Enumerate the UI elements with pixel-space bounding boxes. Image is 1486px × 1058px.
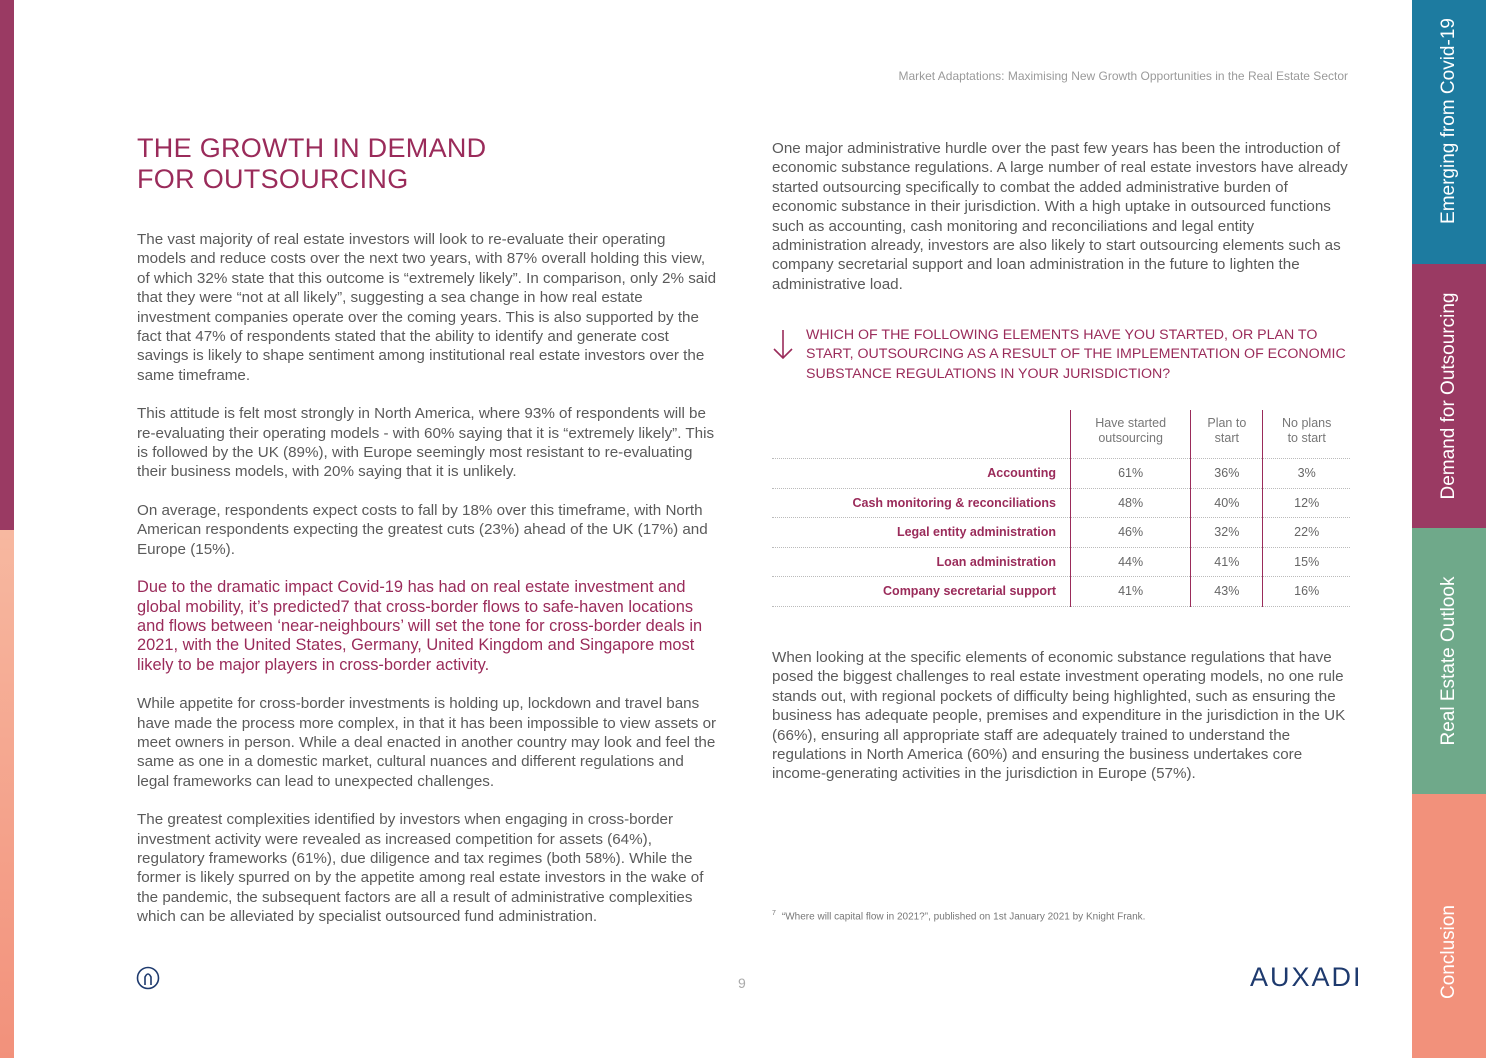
footnote-number: 7 [772,910,776,917]
row-label: Loan administration [772,547,1071,577]
left-paragraph-4: While appetite for cross-border investments is holding up, lockdown and travel bans have made the process more complex, in that it has been impossible to view assets or meet owners in person. While a deal enacted in another country may look and feel the same as one in a domestic market, cultural nuances and different regulations and legal frameworks can lead to unexpected challenges. [137,695,717,790]
tab-emerging-from-covid[interactable] [1412,0,1486,264]
table-cell: 15% [1263,547,1350,577]
tab-real-estate-outlook[interactable] [1412,528,1486,794]
row-label: Cash monitoring & reconciliations [772,488,1071,518]
footnote [772,910,1145,922]
column-header: No plans to start [1263,410,1350,459]
table-header-row [772,410,1350,459]
running-header: Market Adaptations: Maximising New Growth Opportunities in the Real Estate Sector [898,69,1348,83]
highlight-paragraph: Due to the dramatic impact Covid-19 has had on real estate investment and global mobility, it’s predicted7 that cross-border flows to safe-haven locations and flows between ‘near-neighbours’ will set the tone for cross-border deals in 2021, with the United States, Germany, United Kingdom and Singapore most likely to be major players in cross-border activity. [137,578,703,674]
table-cell: 44% [1071,547,1191,577]
outsourcing-table [772,410,1350,607]
left-accent-strip-top [0,0,14,530]
table-cell: 41% [1191,547,1263,577]
table-cell: 3% [1263,459,1350,489]
row-label: Company secretarial support [772,577,1071,607]
footnote-text: “Where will capital flow in 2021?”, published on 1st January 2021 by Knight Frank. [781,911,1146,923]
left-accent-strip-bottom [0,530,14,1058]
left-paragraph-1: The vast majority of real estate investors will look to re-evaluate their operating models and reduce costs over the next two years, with 87% overall holding this view, of which 32% state that this outcome is “extremely likely”. In comparison, only 2% said that they were “not at all likely”, suggesting a sea change in how real estate investment companies operate over the coming years. This is also supported by the fact that 47% of respondents stated that the ability to identify and generate cost savings is likely to shape sentiment among institutional real estate investors over the same timeframe. [137,231,717,384]
survey-question-text: WHICH OF THE FOLLOWING ELEMENTS HAVE YOU STARTED, OR PLAN TO START, OUTSOURCING AS A RESULT OF THE IMPLEMENTATION OF ECONOMIC SUBSTANCE REGULATIONS IN YOUR JURISDICTION? [806,327,1346,382]
auxadi-emblem-icon [136,966,160,990]
table-corner [772,410,1071,459]
tab-label: Emerging from Covid-19 [1438,18,1459,225]
arrow-down-icon [772,328,794,362]
table-cell: 61% [1071,459,1191,489]
table-row [772,488,1350,518]
page-number: 9 [738,975,746,991]
table-row [772,547,1350,577]
table-cell: 41% [1071,577,1191,607]
table-row [772,459,1350,489]
table-row [772,577,1350,607]
table-row [772,518,1350,548]
survey-question [772,326,1352,384]
table-cell: 32% [1191,518,1263,548]
left-paragraph-5: The greatest complexities identified by investors when engaging in cross-border investment activity were revealed as increased competition for assets (64%), regulatory frameworks (61%), due diligence and tax regimes (both 58%). While the former is likely spurred on by the appetite among real estate investors in the wake of the pandemic, the subsequent factors are all a result of administrative complexities which can be alleviated by specialist outsourced fund administration. [137,811,704,926]
right-paragraph-2: When looking at the specific elements of economic substance regulations that have posed the biggest challenges to real estate investment operating models, no one rule stands out, with regional pockets of difficulty being highlighted, such as ensuring the business has adequate people, premises and expenditure in the jurisdiction in the UK (66%), ensuring all appropriate staff are adequately trained to understand the regulations in North America (60%) and ensuring the business undertakes core income-generating activities in the jurisdiction in Europe (57%). [772,649,1346,783]
tab-label: Real Estate Outlook [1438,576,1459,746]
column-header: Plan to start [1191,410,1263,459]
row-label: Legal entity administration [772,518,1071,548]
row-label: Accounting [772,459,1071,489]
table-cell: 46% [1071,518,1191,548]
tab-demand-for-outsourcing[interactable] [1412,264,1486,528]
right-column-intro [772,139,1352,294]
left-column [137,230,717,946]
table-cell: 36% [1191,459,1263,489]
right-paragraph-1: One major administrative hurdle over the past few years has been the introduction of economic substance regulations. A large number of real estate investors have already started outsourcing specifically to combat the added administrative burden of economic substance in their jurisdiction. With a high uptake in outsourced functions such as accounting, cash monitoring and reconciliations and legal entity administration already, investors are also likely to start outsourcing elements such as company secretarial support and loan administration in the future to lighten the administrative load. [772,140,1348,293]
page-title [137,133,487,195]
tab-label: Conclusion [1438,905,1459,1000]
table-cell: 12% [1263,488,1350,518]
page-title-line2: FOR OUTSOURCING [137,164,409,194]
table-cell: 22% [1263,518,1350,548]
table-cell: 48% [1071,488,1191,518]
table-cell: 40% [1191,488,1263,518]
tab-conclusion[interactable] [1412,794,1486,1058]
table-cell: 43% [1191,577,1263,607]
tab-label: Demand for Outsourcing [1438,292,1459,500]
left-paragraph-3: On average, respondents expect costs to fall by 18% over this timeframe, with North American respondents expecting the greatest cuts (23%) ahead of the UK (17%) and Europe (15%). [137,501,708,558]
left-paragraph-2: This attitude is felt most strongly in North America, where 93% of respondents will be re-evaluating their operating models - with 60% saying that it is “extremely likely”. This is followed by the UK (89%), with Europe seemingly most resistant to re-evaluating their business models, with 20% saying that it is unlikely. [137,405,715,481]
right-column-conclusion [772,648,1352,784]
auxadi-logo: AUXADI [1250,962,1363,992]
page-title-line1: THE GROWTH IN DEMAND [137,133,487,163]
column-header: Have started outsourcing [1071,410,1191,459]
table-cell: 16% [1263,577,1350,607]
